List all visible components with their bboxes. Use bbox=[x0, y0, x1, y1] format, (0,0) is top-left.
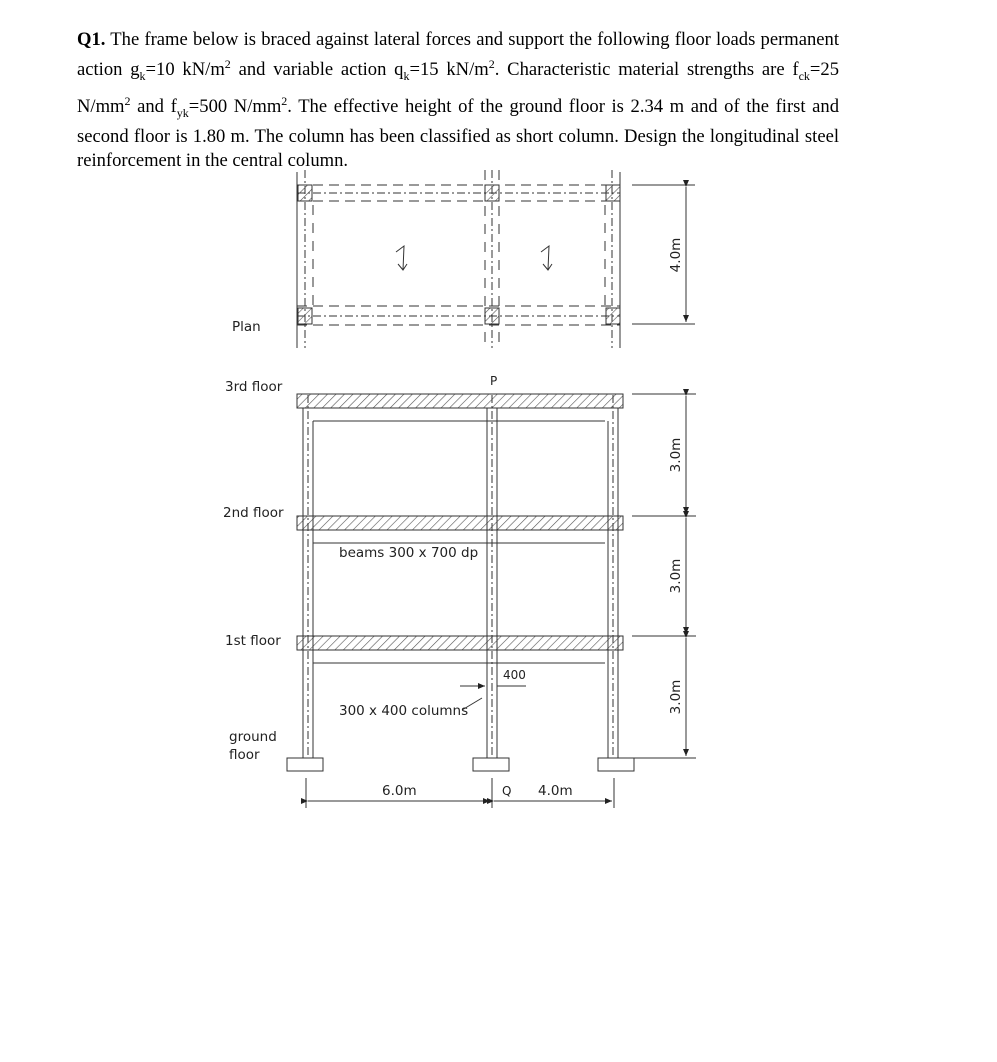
label-ground-floor-1: ground bbox=[229, 729, 277, 745]
superscript: 2 bbox=[124, 93, 131, 108]
question-part: . The effective height of the ground floor is 2.34 m and of the first and second floor is 1.80 m. The column has been classified as short column. Design the longitudinal steel reinforcement in the central column. bbox=[77, 95, 839, 172]
columns-note: 300 x 400 columns bbox=[339, 703, 469, 719]
span-right-label: 4.0m bbox=[538, 783, 573, 799]
superscript: 2 bbox=[224, 57, 231, 72]
superscript: 2 bbox=[281, 93, 288, 108]
footing-left bbox=[287, 758, 323, 771]
plan-view bbox=[297, 170, 695, 348]
question-part: The frame below is braced against lateral forces and support the following floor loads permanent action g bbox=[77, 29, 839, 81]
question-label: Q1. bbox=[77, 29, 106, 50]
span-left-label: 6.0m bbox=[382, 783, 417, 799]
elevation-view bbox=[287, 394, 696, 808]
plan-label: Plan bbox=[232, 319, 261, 335]
question-part: and variable action q bbox=[230, 59, 404, 81]
storey-height-3: 3.0m bbox=[668, 437, 684, 473]
label-third-floor: 3rd floor bbox=[225, 379, 283, 395]
slab-third-floor bbox=[297, 394, 623, 408]
superscript: 2 bbox=[488, 57, 495, 72]
question-part: =10 kN/m bbox=[145, 59, 225, 81]
question-part: . Characteristic material strengths are f bbox=[494, 59, 799, 81]
point-q-label: Q bbox=[502, 784, 512, 798]
subscript: ck bbox=[798, 69, 810, 84]
label-first-floor: 1st floor bbox=[225, 633, 281, 649]
question-part: and f bbox=[130, 95, 177, 117]
beams-note: beams 300 x 700 dp bbox=[339, 545, 479, 561]
plan-dimension: 4.0m bbox=[668, 237, 684, 273]
question-part: =15 kN/m bbox=[409, 59, 489, 81]
label-ground-floor-2: floor bbox=[229, 747, 260, 763]
subscript: k bbox=[139, 69, 146, 84]
point-p-label: P bbox=[490, 374, 498, 388]
footing-centre bbox=[473, 758, 509, 771]
question-part: =25 N/mm bbox=[77, 59, 839, 117]
slab-first-floor bbox=[297, 636, 623, 650]
label-second-floor: 2nd floor bbox=[223, 505, 284, 521]
subscript: yk bbox=[176, 105, 189, 120]
column-dim-label: 400 bbox=[503, 668, 526, 682]
slab-second-floor bbox=[297, 516, 623, 530]
question-part: =500 N/mm bbox=[188, 95, 282, 117]
storey-height-2: 3.0m bbox=[668, 558, 684, 594]
storey-height-1: 3.0m bbox=[668, 679, 684, 715]
subscript: k bbox=[403, 69, 410, 84]
footing-right bbox=[598, 758, 634, 771]
